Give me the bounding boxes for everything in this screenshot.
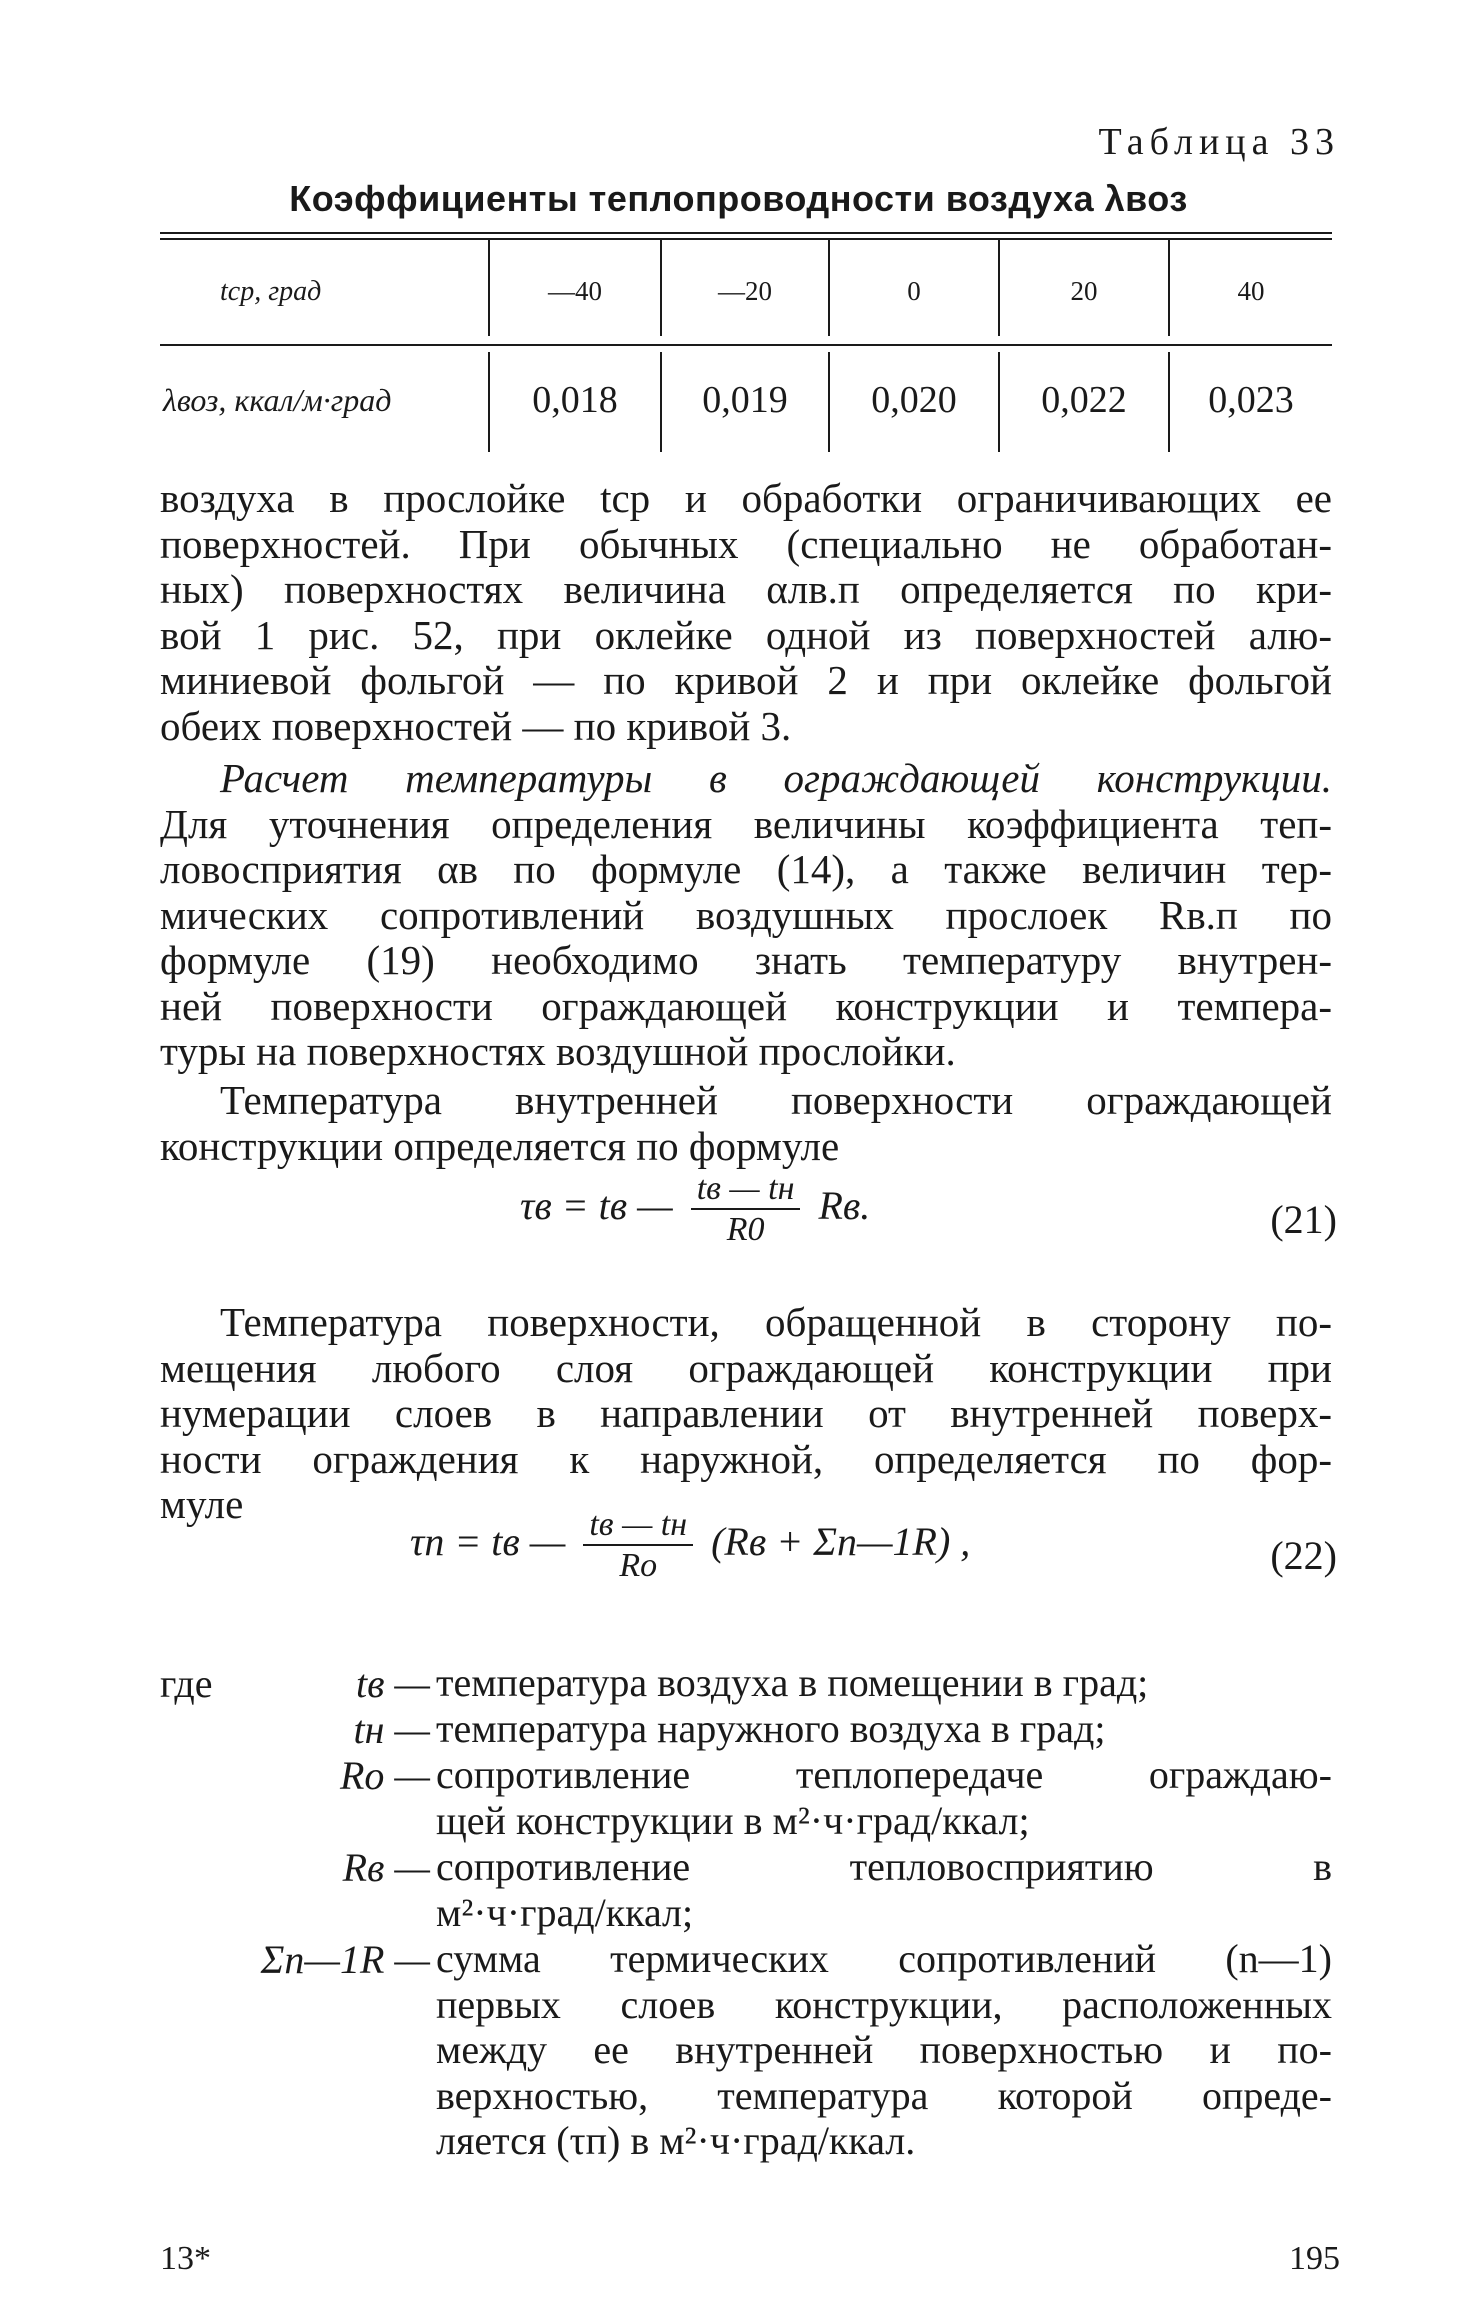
definition-symbol: Ro — — [340, 1753, 430, 1798]
formula-rhs: (Rв + Σn—1R) , — [711, 1519, 971, 1565]
definition-text — [436, 1706, 1332, 1752]
where-label: где — [160, 1661, 213, 1706]
text-line: первых слоев конструкции, расположенных — [436, 1981, 1332, 2027]
definition-text — [436, 1660, 1332, 1706]
text-line: ловосприятия αв по формуле (14), а также величин тер- — [160, 846, 1332, 892]
table-top-rule-2 — [160, 238, 1332, 240]
text-line: сопротивление тепловосприятию в — [436, 1844, 1332, 1889]
table-header-cell: 0 — [907, 276, 921, 306]
fraction-denominator: R0 — [726, 1211, 765, 1248]
paragraph-1 — [160, 476, 1332, 749]
text-line: туры на поверхностях воздушной прослойки. — [160, 1028, 956, 1074]
text-line: температура наружного воздуха в град; — [436, 1706, 1106, 1751]
text-line: ности ограждения к наружной, определяется по фор- — [160, 1435, 1332, 1482]
text-line: миниевой фольгой — по кривой 2 и при оклейке фольгой — [160, 657, 1332, 703]
text-line: формуле (19) необходимо знать температуру внутрен- — [160, 937, 1332, 983]
table-top-rule — [160, 232, 1332, 234]
definition-text — [436, 1844, 1332, 1935]
text-line: ляется (τп) в м²·ч·град/ккал. — [436, 2118, 916, 2163]
text-line: обеих поверхностей — по кривой 3. — [160, 702, 792, 749]
paragraph-3 — [160, 1078, 1332, 1169]
definition-symbol: tн — — [353, 1707, 430, 1752]
definition-symbol: Rв — — [342, 1845, 430, 1890]
text-line: вой 1 рис. 52, при оклейке одной из поверхностей алю- — [160, 611, 1332, 658]
formula-number: (21) — [1270, 1197, 1337, 1242]
formula-number: (22) — [1270, 1533, 1337, 1578]
text-line: верхностью, температура которой опреде- — [436, 2072, 1332, 2118]
text-line: м²·ч·град/ккал; — [436, 1889, 694, 1935]
table-row-label: λвоз, ккал/м·град — [163, 382, 392, 418]
page-number: 195 — [1289, 2240, 1340, 2277]
formula-rhs: Rв. — [818, 1183, 871, 1229]
definition-text — [436, 1936, 1332, 2164]
formula-lhs: τв = tв — — [520, 1183, 673, 1229]
formula-lhs: τп = tв — — [410, 1519, 566, 1565]
table-cell: 0,019 — [702, 379, 788, 421]
text-line: ней поверхности ограждающей конструкции и темпера- — [160, 982, 1332, 1029]
definition-symbol: Σn—1R — — [260, 1937, 430, 1982]
formula-21 — [520, 1170, 870, 1250]
text-line: температура воздуха в помещении в град; — [436, 1660, 1149, 1705]
paragraph-2 — [160, 756, 1332, 1075]
formula-22 — [410, 1506, 970, 1586]
table-mid-rule — [160, 344, 1332, 346]
signature-mark: 13* — [160, 2240, 211, 2277]
text-line: между ее внутренней поверхностью и по- — [436, 2027, 1332, 2072]
definition-symbol: tв — — [355, 1661, 430, 1706]
text-line: сопротивление теплопередаче ограждаю- — [436, 1752, 1332, 1797]
text-line: воздуха в прослойке tср и обработки ограничивающих ее — [160, 475, 1332, 521]
text-line: муле — [160, 1481, 244, 1527]
definition-text — [436, 1752, 1332, 1843]
text-line: нумерации слоев в направлении от внутренней поверх- — [160, 1390, 1332, 1436]
formula-fraction — [691, 1170, 801, 1250]
table-header-cell: —20 — [718, 276, 772, 306]
fraction-denominator: Ro — [619, 1547, 658, 1584]
text-line: ных) поверхностях величина αлв.п определяется по кри- — [160, 566, 1332, 612]
text-line: Температура поверхности, обращенной в сторону по- — [220, 1299, 1332, 1345]
text-line: щей конструкции в м²·ч·град/ккал; — [436, 1797, 1030, 1843]
table-cell: 0,020 — [871, 379, 957, 421]
text-line: мещения любого слоя ограждающей конструкции при — [160, 1344, 1332, 1391]
table-header-cell: —40 — [548, 276, 602, 306]
table-header-cell: 20 — [1070, 276, 1098, 306]
table-header-label: tср, град — [220, 276, 322, 307]
table-cell: 0,022 — [1041, 379, 1127, 421]
text-line: Температура внутренней поверхности ограждающей — [220, 1077, 1332, 1123]
paragraph-4 — [160, 1300, 1332, 1528]
section-heading: Расчет температуры в ограждающей конструкции. — [220, 755, 1332, 801]
table-header-cell: 40 — [1237, 276, 1265, 306]
table-cell: 0,018 — [532, 379, 618, 421]
fraction-numerator: tв — tн — [583, 1506, 693, 1546]
formula-fraction — [583, 1506, 693, 1586]
text-line: поверхностей. При обычных (специально не обработан- — [160, 520, 1332, 567]
fraction-numerator: tв — tн — [691, 1170, 801, 1210]
text-line: сумма термических сопротивлений (n—1) — [436, 1936, 1332, 1981]
text-line: конструкции определяется по формуле — [160, 1122, 840, 1169]
table-title: Коэффициенты теплопроводности воздуха λвоз — [289, 178, 1188, 219]
text-line: мических сопротивлений воздушных прослоек Rв.п по — [160, 891, 1332, 938]
table-cell: 0,023 — [1208, 379, 1294, 421]
table-label: Таблица 33 — [1098, 121, 1340, 163]
text-line: Для уточнения определения величины коэффициента теп- — [160, 800, 1332, 847]
